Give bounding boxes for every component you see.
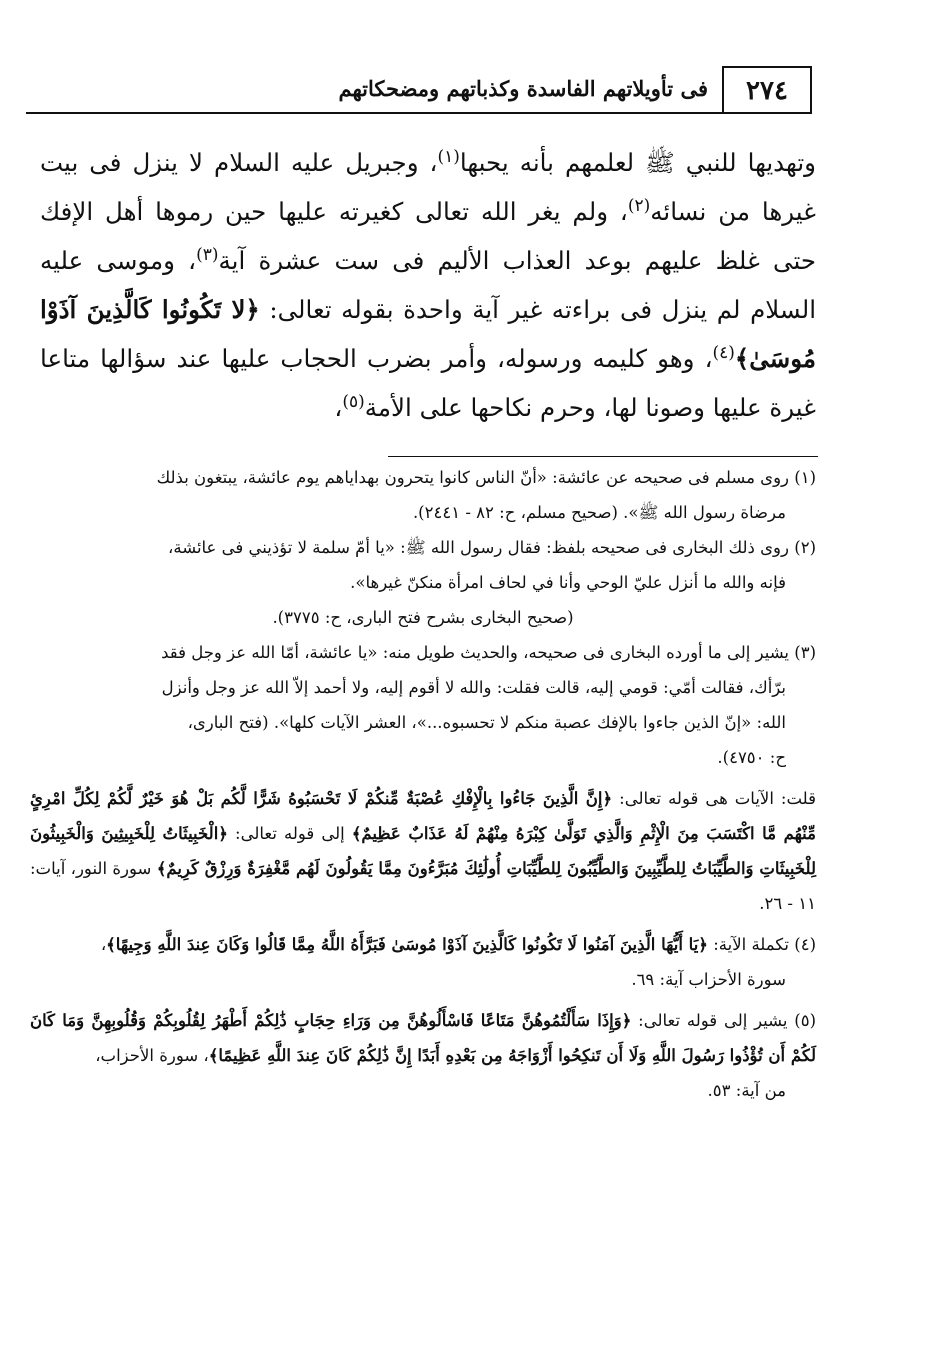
footnote-line: الله: «إنّ الذين جاءوا بالإفك عصبة منكم لا تحسبوه...»، العشر الآيات كلها». (فتح البارى، [187,713,786,732]
footnote-5 [30,1003,816,1108]
main-text-segment: ، [334,393,343,422]
quran-quote: ﴿يَا أَيُّهَا الَّذِينَ آمَنُوا لَا تَكُونُوا كَالَّذِينَ آذَوْا مُوسَىٰ فَبَرَّأَهُ اللَّهُ مِمَّا قَالُوا وَكَانَ عِندَ اللَّهِ وَجِيهًا﴾ [106,935,708,954]
footnote-intro: (٥) يشير إلى قوله تعالى: [631,1011,816,1030]
quran-quote: ﴿وَإِذَا سَأَلْتُمُوهُنَّ مَتَاعًا فَاسْأَلُوهُنَّ مِن وَرَاءِ حِجَابٍ ذَٰلِكُمْ أَطْهَرُ لِقُلُوبِكُمْ وَقُلُوبِهِنَّ وَمَا كَانَ لَكُمْ أَن تُؤْذُوا رَسُولَ اللَّهِ وَلَا أَن تَنكِحُوا أَزْوَاجَهُ مِن بَعْدِهِ أَبَدًا إِنَّ ذَٰلِكُمْ كَانَ عِندَ اللَّهِ عَظِيمًا﴾ [30,1011,816,1065]
footnote-2 [30,530,816,635]
main-paragraph [40,138,816,432]
main-text-segment: ، ولم يغر الله تعالى كغيرته عليها حين رموها أهل الإفك حتى غلظ عليهم بوعد العذاب الأليم فى ست عشرة آية [40,197,816,275]
footnote-marker: (٥) [342,391,365,412]
footnote-line: (٣) يشير إلى ما أورده البخارى فى صحيحه، والحديث طويل منه: «يا عائشة، أمّا الله عز وجل فقد [161,643,816,662]
header-rule [26,112,812,114]
note-intro: قلت: الآيات هى قوله تعالى: [612,789,816,808]
footnote-3 [30,635,816,775]
quran-quote: ﴿الْخَبِيثَاتُ لِلْخَبِيثِينَ وَالْخَبِيثُونَ لِلْخَبِيثَاتِ وَالطَّيِّبَاتُ لِلطَّيِّبِينَ وَالطَّيِّبُونَ لِلطَّيِّبَاتِ أُولَٰئِكَ مُبَرَّءُونَ مِمَّا يَقُولُونَ لَهُم مَّغْفِرَةٌ وَرِزْقٌ كَرِيمٌ﴾ [30,824,816,878]
footnote-marker: (٤) [712,342,735,363]
main-text-segment: ، وهو كليمه ورسوله، وأمر بضرب الحجاب عليها عند سؤالها متاعا غيرة عليها وصونا لها، وحرم نكاحها على الأمة [40,344,816,422]
page-number: ٢٧٤ [722,66,812,114]
footnote-line: مرضاة رسول الله ﷺ». (صحيح مسلم، ح: ٨٢ - ٢٤٤١). [412,503,786,522]
main-text-segment: وتهديها للنبي ﷺ لعلمهم بأنه يحبها [459,148,816,177]
footnote-4 [30,927,816,997]
footnote-note [30,781,816,921]
footnote-citation: (صحيح البخارى بشرح فتح البارى، ح: ٣٧٧٥). [272,608,574,627]
footnote-ref: ، سورة الأحزاب، [95,1046,209,1065]
note-mid: إلى قوله تعالى: [227,824,352,843]
footnote-separator [388,456,818,457]
footnote-line: (١) روى مسلم فى صحيحه عن عائشة: «أنّ الناس كانوا يتحرون بهداياهم يوم عائشة، يبتغون بذلك [156,468,816,487]
quran-quote: ﴿إِنَّ الَّذِينَ جَاءُوا بِالْإِفْكِ عُصْبَةٌ مِّنكُمْ لَا تَحْسَبُوهُ شَرًّا لَّكُم بَلْ هُوَ خَيْرٌ لَّكُمْ لِكُلِّ امْرِئٍ مِّنْهُم مَّا اكْتَسَبَ مِنَ الْإِثْمِ وَالَّذِي تَوَلَّىٰ كِبْرَهُ مِنْهُمْ لَهُ عَذَابٌ عَظِيمٌ﴾ [30,789,816,843]
quran-quote: ﴿لا تَكُونُوا كَالَّذِينَ آذَوْا مُوسَىٰ﴾ [40,295,816,373]
footnote-intro: (٤) تكملة الآية: [707,935,816,954]
main-text-segment: ، وموسى عليه السلام لم ينزل فى براءته غير آية واحدة بقوله تعالى: [40,246,816,324]
footnote-line: من آية: ٥٣. [707,1081,786,1100]
footnote-line: برّأك، فقالت أمّي: قومي إليه، قالت فقلت: والله لا أقوم إليه، ولا أحمد إلاّ الله عز وجل وأنزل [161,678,786,697]
note-ref: سورة النور، آيات: ١١ - ٢٦. [30,859,816,913]
footnote-line: فإنه والله ما أنزل عليّ الوحي وأنا في لحاف امرأة منكنّ غيرها». [350,573,786,592]
footnote-punct: ، [100,935,107,954]
footnote-line: (٢) روى ذلك البخارى فى صحيحه بلفظ: فقال رسول الله ﷺ: «يا أمّ سلمة لا تؤذيني فى عائشة، [168,538,816,557]
footnote-marker: (١) [437,146,460,167]
running-header [26,60,812,124]
footnote-1 [30,460,816,530]
footnote-line: سورة الأحزاب آية: ٦٩. [631,970,786,989]
footnotes [30,460,816,1108]
main-text-segment: ، وجبريل عليه السلام لا ينزل فى بيت غيرها من نسائه [40,148,816,226]
footnote-marker: (٢) [627,195,651,216]
footnote-marker: (٣) [196,244,219,265]
running-title: فى تأويلاتهم الفاسدة وكذباتهم ومضحكاتهم [338,76,708,101]
footnote-line: ح: ٤٧٥٠). [717,748,786,767]
